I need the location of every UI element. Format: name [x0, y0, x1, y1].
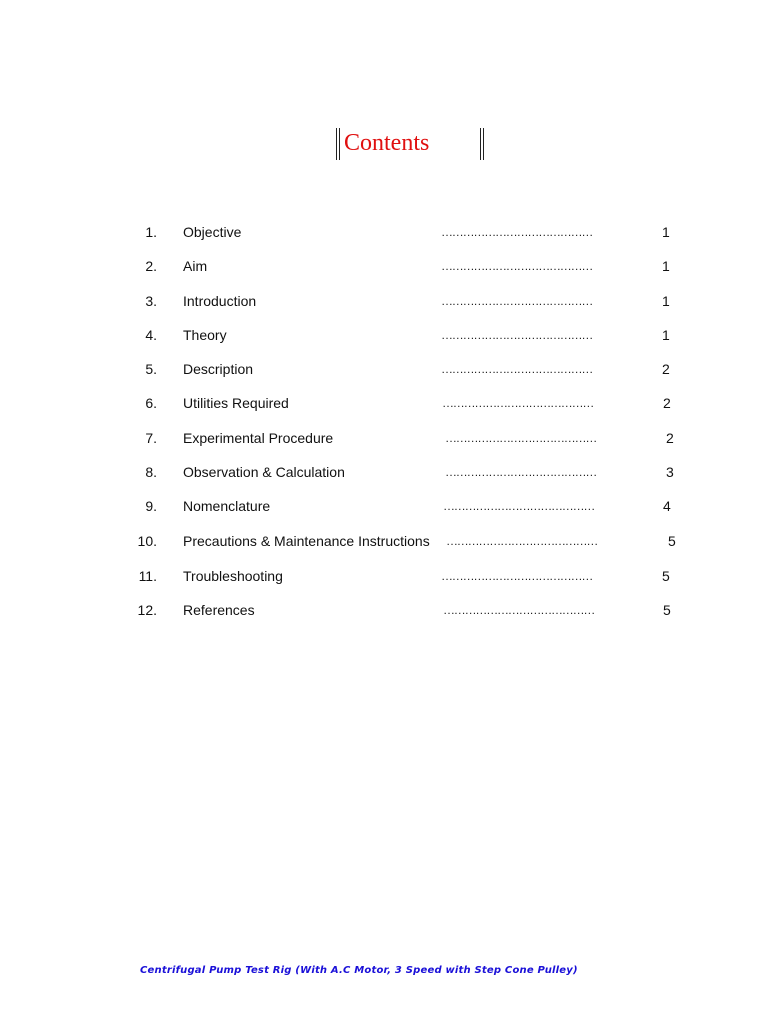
toc-entry-number: 2.	[145, 258, 157, 274]
toc-entry-page: 5	[668, 533, 676, 549]
toc-entry-page: 5	[663, 602, 671, 618]
toc-entry-number: 12.	[137, 602, 157, 618]
toc-entry-number: 5.	[145, 361, 157, 377]
toc-entry	[0, 325, 768, 345]
toc-entry-page: 1	[662, 327, 670, 343]
toc-entry-number: 7.	[145, 430, 157, 446]
toc-entry-title: Nomenclature	[183, 498, 271, 514]
toc-entry-title: Troubleshooting	[183, 568, 283, 584]
toc-entry-title: Experimental Procedure	[183, 430, 334, 446]
toc-entry-page: 1	[662, 293, 670, 309]
toc-entry	[0, 256, 768, 276]
toc-entry	[0, 222, 768, 242]
page-footer: Centrifugal Pump Test Rig (With A.C Motor, 3 Speed with Step Cone Pulley)	[140, 965, 578, 976]
toc-entry	[0, 359, 768, 379]
toc-entry-page: 1	[662, 224, 670, 240]
toc-entry-page: 2	[662, 361, 670, 377]
title-bar-right-2	[483, 128, 484, 160]
toc-entry-page: 3	[666, 464, 674, 480]
toc-dot-leader: ……………………………………	[445, 431, 597, 445]
toc-entry-title: References	[183, 602, 255, 618]
toc-entry	[0, 291, 768, 311]
toc-entry	[0, 496, 768, 516]
toc-dot-leader: ……………………………………	[441, 225, 593, 239]
title-bar-right-1	[480, 128, 481, 160]
toc-entry-page: 2	[663, 395, 671, 411]
toc-dot-leader: ……………………………………	[445, 465, 597, 479]
toc-dot-leader: ……………………………………	[443, 499, 595, 513]
toc-dot-leader: ……………………………………	[441, 328, 593, 342]
toc-entry-number: 6.	[145, 395, 157, 411]
contents-heading	[334, 126, 488, 162]
toc-entry	[0, 566, 768, 586]
toc-dot-leader: ……………………………………	[441, 259, 593, 273]
toc-entry	[0, 531, 768, 551]
toc-entry-title: Introduction	[183, 293, 257, 309]
toc-entry-title: Utilities Required	[183, 395, 289, 411]
toc-entry-number: 3.	[145, 293, 157, 309]
toc-entry-number: 11.	[138, 568, 157, 584]
toc-entry	[0, 393, 768, 413]
toc-entry-title: Description	[183, 361, 254, 377]
toc-dot-leader: ……………………………………	[441, 362, 593, 376]
toc-entry	[0, 600, 768, 620]
toc-entry-page: 1	[662, 258, 670, 274]
toc-entry-title: Observation & Calculation	[183, 464, 345, 480]
toc-entry-title: Precautions & Maintenance Instructions	[183, 533, 430, 549]
toc-dot-leader: ……………………………………	[446, 534, 598, 548]
title-bar-left-1	[336, 128, 337, 160]
toc-dot-leader: ……………………………………	[441, 569, 593, 583]
toc-entry-page: 5	[662, 568, 670, 584]
toc-dot-leader: ……………………………………	[441, 294, 593, 308]
toc-entry-number: 10.	[137, 533, 157, 549]
toc-entry-page: 2	[666, 430, 674, 446]
toc-entry	[0, 462, 768, 482]
toc-entry-page: 4	[663, 498, 671, 514]
page-title: Contents	[344, 130, 430, 156]
toc-entry-number: 8.	[145, 464, 157, 480]
toc-entry	[0, 428, 768, 448]
toc-entry-number: 4.	[145, 327, 157, 343]
toc-dot-leader: ……………………………………	[442, 396, 594, 410]
toc-entry-number: 1.	[145, 224, 157, 240]
toc-dot-leader: ……………………………………	[443, 603, 595, 617]
toc-entry-title: Aim	[183, 258, 208, 274]
toc-entry-number: 9.	[145, 498, 157, 514]
title-bar-left-2	[339, 128, 340, 160]
toc-entry-title: Objective	[183, 224, 242, 240]
toc-entry-title: Theory	[183, 327, 227, 343]
